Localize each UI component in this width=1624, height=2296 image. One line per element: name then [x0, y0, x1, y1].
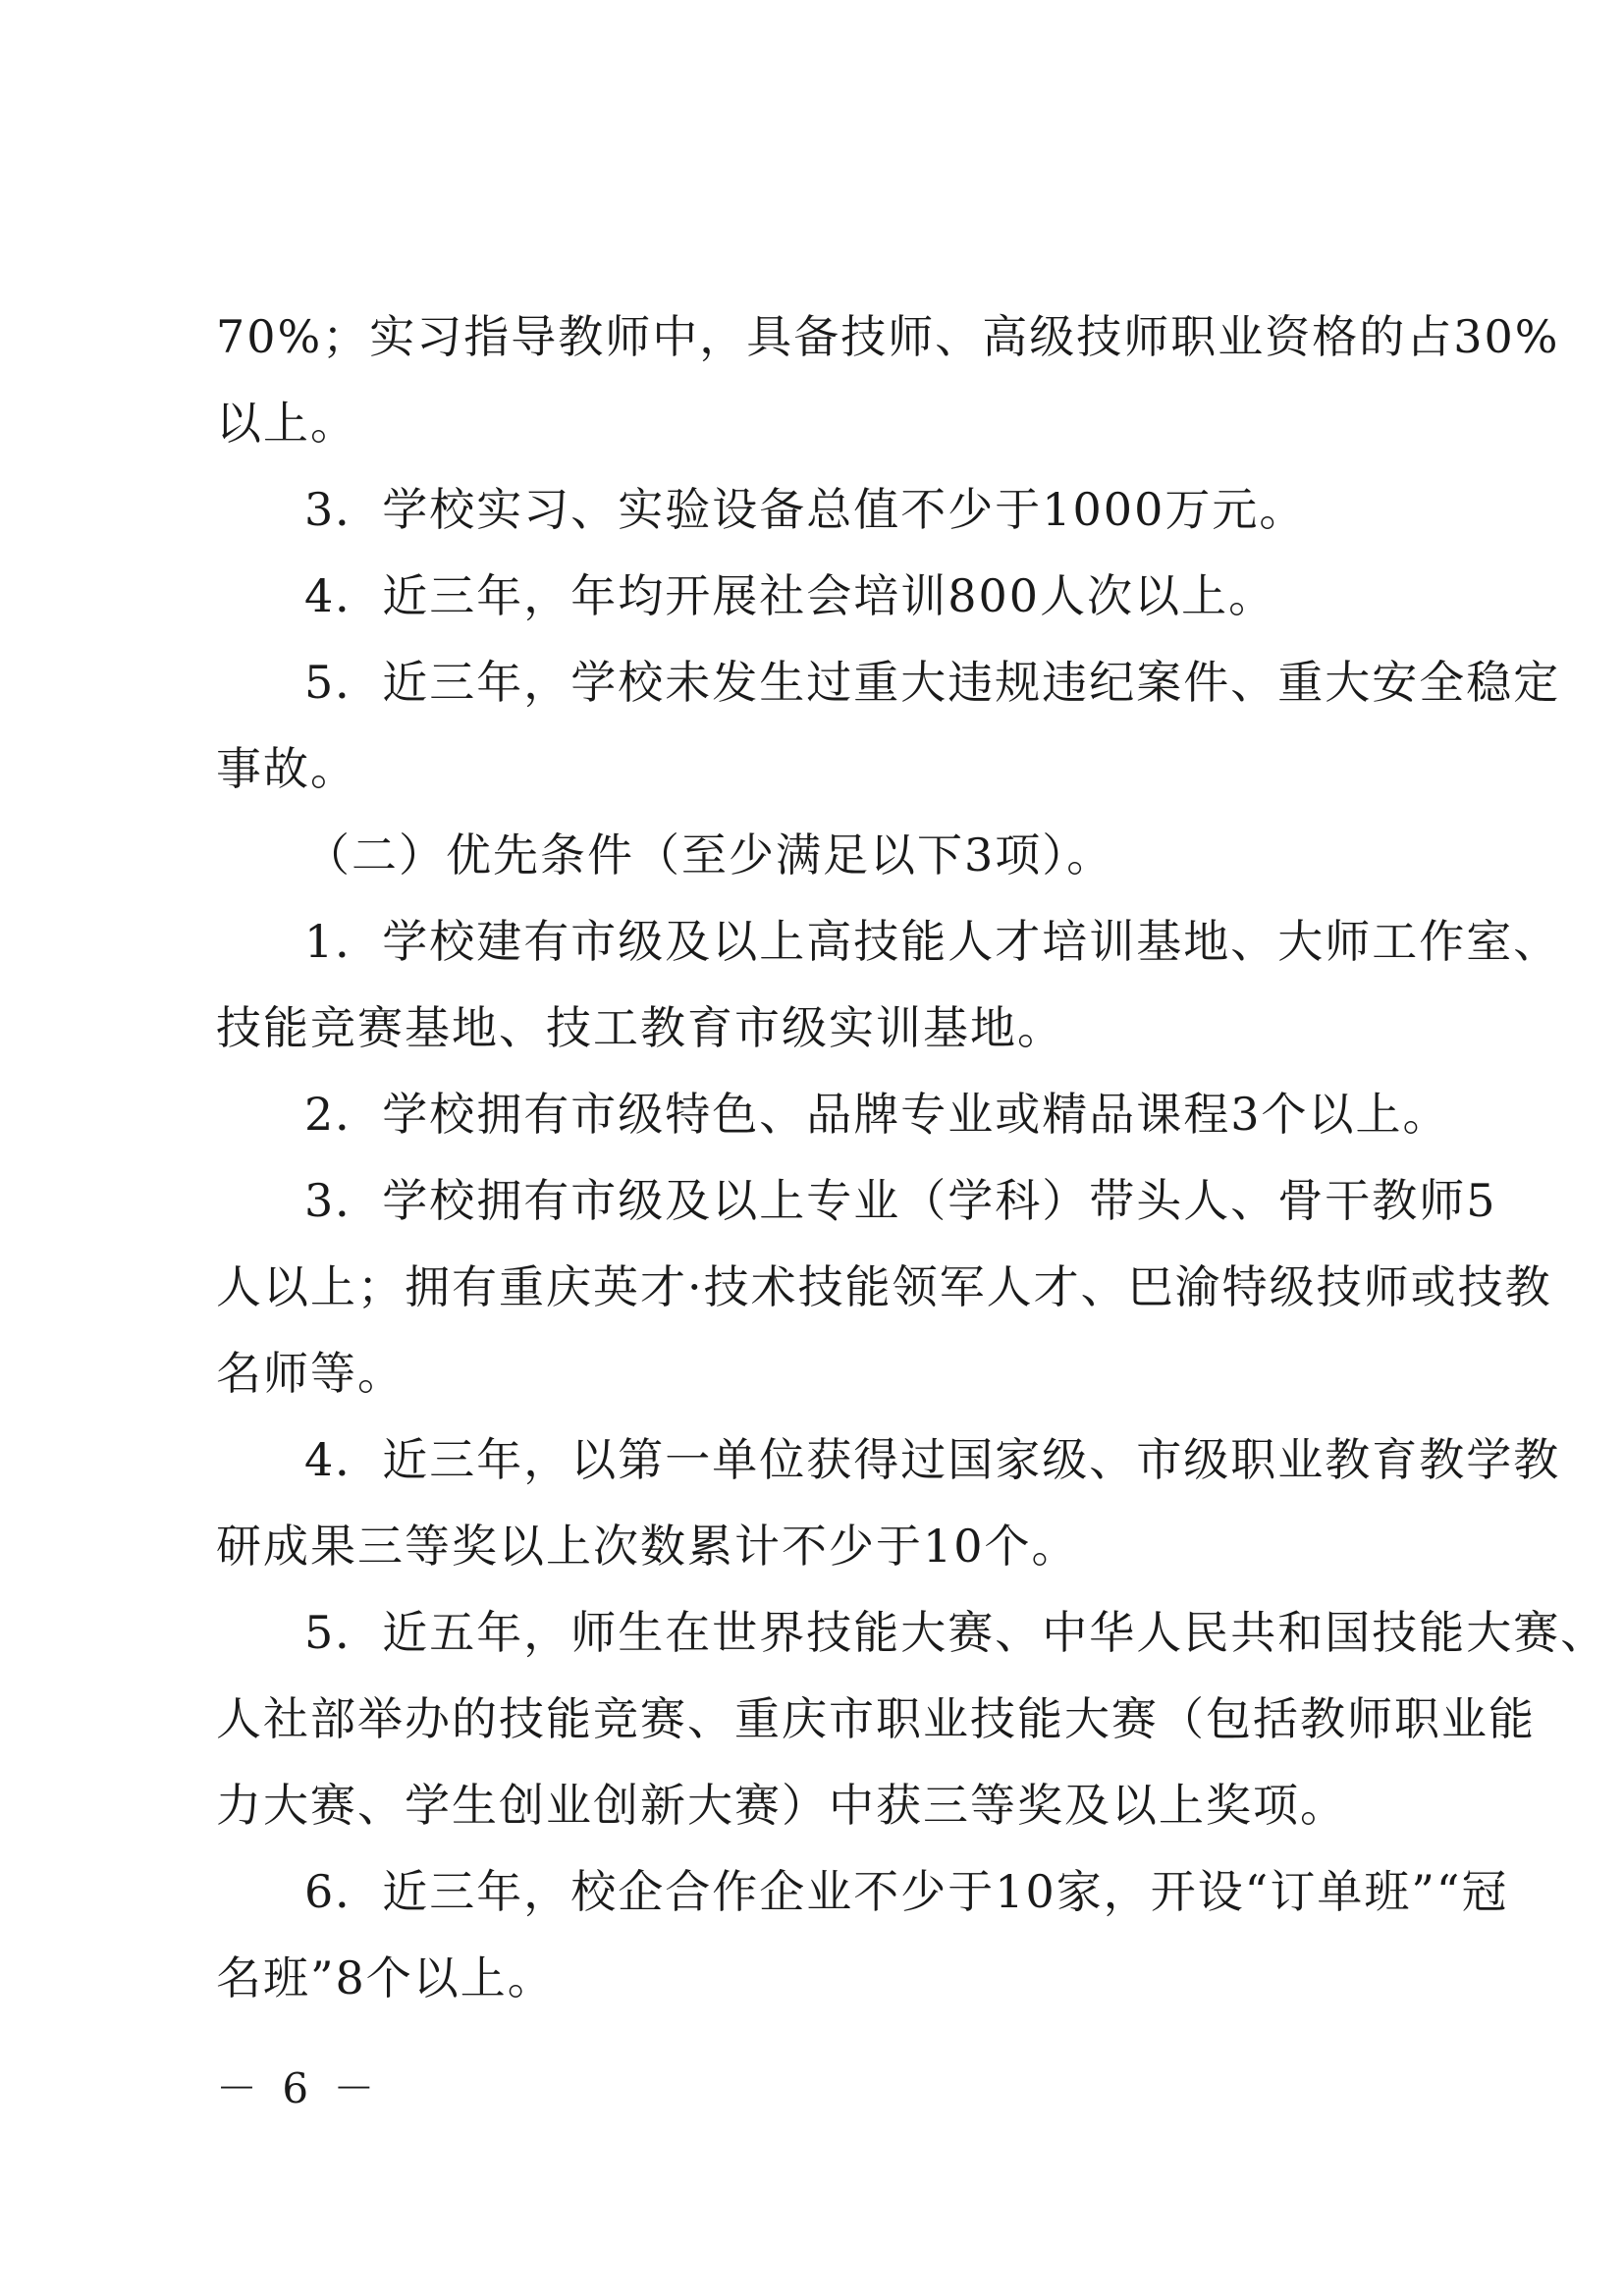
- page-number: － 6 －: [216, 2064, 381, 2112]
- paragraph-line: 事故。: [216, 742, 357, 795]
- paragraph-line: 2．学校拥有市级特色、品牌专业或精品课程3个以上。: [304, 1088, 1450, 1141]
- paragraph-line: 4．近三年，以第一单位获得过国家级、市级职业教育教学教: [304, 1433, 1561, 1486]
- paragraph-line: 5．近三年，学校未发生过重大违规违纪案件、重大安全稳定: [304, 656, 1561, 709]
- paragraph-line: 5．近五年，师生在世界技能大赛、中华人民共和国技能大赛、: [304, 1606, 1608, 1659]
- paragraph-line: 人社部举办的技能竞赛、重庆市职业技能大赛（包括教师职业能: [216, 1692, 1536, 1745]
- paragraph-line: 名班”8个以上。: [216, 1951, 555, 2004]
- paragraph-line: 1．学校建有市级及以上高技能人才培训基地、大师工作室、: [304, 915, 1561, 968]
- paragraph-line: 3．学校拥有市级及以上专业（学科）带头人、骨干教师5: [304, 1174, 1497, 1227]
- paragraph-line: 技能竞赛基地、技工教育市级实训基地。: [216, 1001, 1064, 1054]
- section-heading: （二）优先条件（至少满足以下3项）。: [304, 828, 1114, 881]
- paragraph-line: 4．近三年，年均开展社会培训800人次以上。: [304, 569, 1276, 622]
- paragraph-line: 3．学校实习、实验设备总值不少于1000万元。: [304, 483, 1307, 536]
- paragraph-line: 名师等。: [216, 1347, 405, 1400]
- paragraph-line: 人以上；拥有重庆英才·技术技能领军人才、巴渝特级技师或技教: [216, 1260, 1552, 1313]
- paragraph-line: 以上。: [216, 397, 357, 450]
- paragraph-line: 6．近三年，校企合作企业不少于10家，开设“订单班”“冠: [304, 1865, 1509, 1918]
- paragraph-line: 70%；实习指导教师中，具备技师、高级技师职业资格的占30%: [216, 310, 1560, 363]
- paragraph-line: 研成果三等奖以上次数累计不少于10个。: [216, 1520, 1079, 1573]
- paragraph-line: 力大赛、学生创业创新大赛）中获三等奖及以上奖项。: [216, 1779, 1347, 1832]
